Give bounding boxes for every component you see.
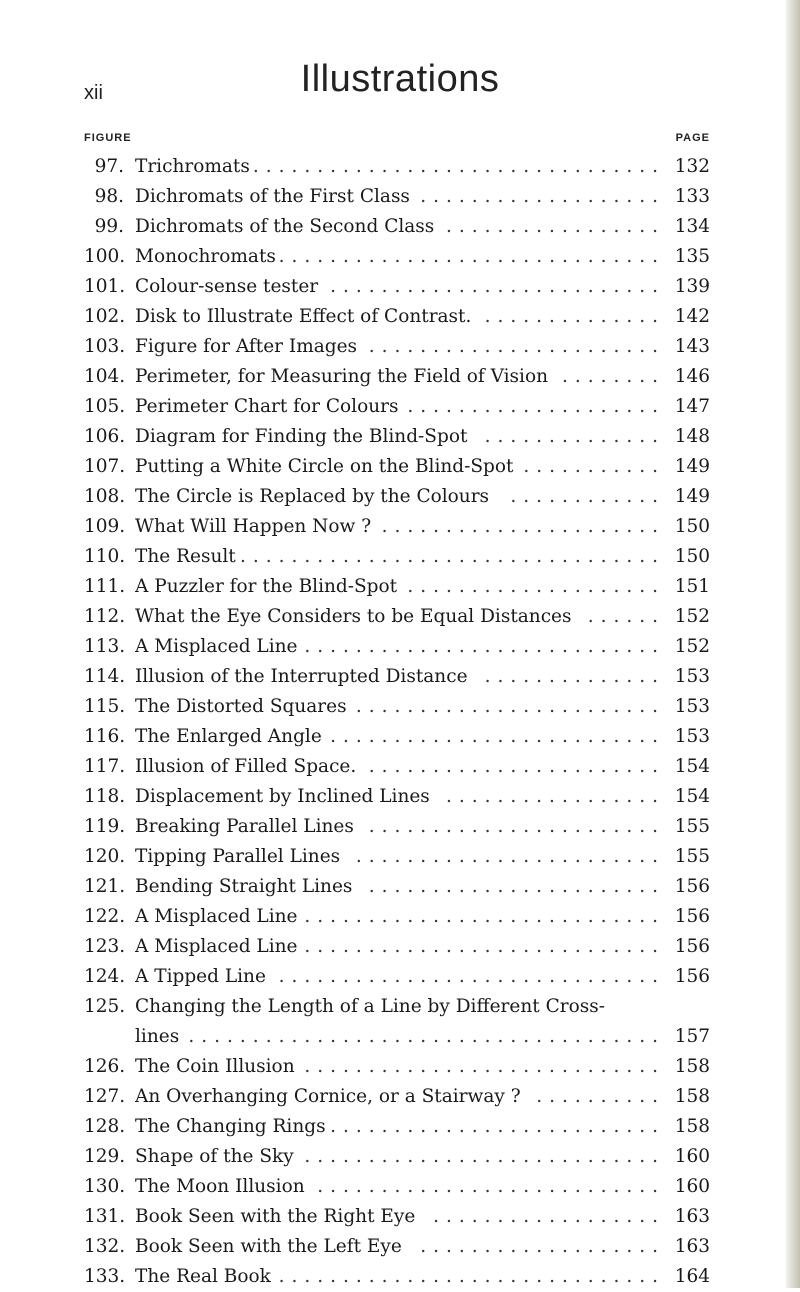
- page-reference: 164: [674, 1266, 710, 1287]
- figure-title: A Puzzler for the Blind-Spot: [135, 576, 398, 597]
- figure-number: 100.: [84, 246, 126, 267]
- list-item: [0, 1172, 800, 1202]
- figure-title: The Distorted Squares: [135, 696, 347, 717]
- dot-leader: ..................: [433, 1206, 665, 1227]
- list-item: [0, 152, 800, 182]
- figure-number: 119.: [84, 816, 126, 837]
- figure-number: 108.: [84, 486, 126, 507]
- figure-title: A Misplaced Line: [135, 906, 298, 927]
- dot-leader: ..............: [484, 666, 665, 687]
- page-reference: 160: [674, 1146, 710, 1167]
- dot-leader: .......................: [368, 336, 665, 357]
- dot-leader: .......................: [368, 816, 665, 837]
- dot-leader: .................: [446, 786, 665, 807]
- dot-leader: ..........................: [330, 276, 665, 297]
- dot-leader: ............................: [304, 1056, 665, 1077]
- page-reference: 143: [674, 336, 710, 357]
- dot-leader: ..............................: [278, 1266, 665, 1287]
- figure-title: The Real Book: [135, 1266, 271, 1287]
- figure-number: 120.: [84, 846, 126, 867]
- figure-title: Bending Straight Lines: [135, 876, 353, 897]
- figure-number: 111.: [84, 576, 126, 597]
- list-item: [0, 602, 800, 632]
- list-item: [0, 392, 800, 422]
- list-item: [0, 542, 800, 572]
- page-reference: 151: [674, 576, 710, 597]
- figure-number: 124.: [84, 966, 126, 987]
- dot-leader: ....................: [407, 396, 665, 417]
- figure-number: 130.: [84, 1176, 126, 1197]
- page-reference: 155: [674, 846, 710, 867]
- figure-title: Putting a White Circle on the Blind-Spot: [135, 456, 514, 477]
- figure-number: 107.: [84, 456, 126, 477]
- page-reference: 134: [674, 216, 710, 237]
- dot-leader: ...........: [523, 456, 665, 477]
- figure-column-heading: FIGURE: [84, 132, 132, 144]
- dot-leader: ............: [510, 486, 665, 507]
- list-item: [0, 812, 800, 842]
- running-title: Illustrations: [300, 58, 500, 100]
- list-item: [0, 842, 800, 872]
- list-item: [0, 452, 800, 482]
- dot-leader: ......................: [381, 516, 665, 537]
- page-reference: 142: [674, 306, 710, 327]
- figure-number: 129.: [84, 1146, 126, 1167]
- figure-title: Dichromats of the Second Class: [135, 216, 435, 237]
- list-item: [0, 182, 800, 212]
- page-reference: 160: [674, 1176, 710, 1197]
- column-headings: [84, 132, 710, 148]
- page-reference: 133: [674, 186, 710, 207]
- dot-leader: ............................: [304, 1146, 665, 1167]
- dot-leader: ......: [587, 606, 665, 627]
- figure-number: 106.: [84, 426, 126, 447]
- figure-title: The Coin Illusion: [135, 1056, 295, 1077]
- page-reference: 156: [674, 936, 710, 957]
- list-item: [0, 1022, 800, 1052]
- page-reference: 153: [674, 666, 710, 687]
- figure-title: Perimeter, for Measuring the Field of Vision: [135, 366, 549, 387]
- list-item: [0, 872, 800, 902]
- figure-title: Shape of the Sky: [135, 1146, 294, 1167]
- figure-title: Book Seen with the Right Eye: [135, 1206, 416, 1227]
- list-item: [0, 1202, 800, 1232]
- figure-title: Illusion of Filled Space.: [135, 756, 357, 777]
- figure-title: The Changing Rings: [135, 1116, 326, 1137]
- page-reference: 158: [674, 1116, 710, 1137]
- dot-leader: ........: [561, 366, 665, 387]
- list-item: [0, 572, 800, 602]
- page-reference: 154: [674, 786, 710, 807]
- list-item: [0, 1232, 800, 1262]
- figure-number: 117.: [84, 756, 126, 777]
- figure-number: 118.: [84, 786, 126, 807]
- figure-number: 127.: [84, 1086, 126, 1107]
- dot-leader: ...................: [420, 186, 665, 207]
- list-item: [0, 992, 800, 1022]
- dot-leader: ................................: [252, 156, 665, 177]
- figure-number: 126.: [84, 1056, 126, 1077]
- dot-leader: ........................: [355, 846, 665, 867]
- page-reference: 135: [674, 246, 710, 267]
- figure-number: 101.: [84, 276, 126, 297]
- figure-number: 116.: [84, 726, 126, 747]
- list-item: [0, 1052, 800, 1082]
- figure-title: lines: [135, 1026, 180, 1047]
- list-item: [0, 242, 800, 272]
- figure-number: 99.: [94, 216, 124, 237]
- list-item: [0, 782, 800, 812]
- page-reference: 150: [674, 516, 710, 537]
- dot-leader: ..........................: [330, 726, 665, 747]
- page-reference: 156: [674, 906, 710, 927]
- figure-number: 97.: [94, 156, 124, 177]
- page-column-heading: PAGE: [675, 132, 710, 144]
- page-reference: 156: [674, 966, 710, 987]
- dot-leader: ..............: [484, 426, 665, 447]
- figure-number: 110.: [84, 546, 126, 567]
- figure-title: Illusion of the Interrupted Distance: [135, 666, 468, 687]
- figure-number: 131.: [84, 1206, 126, 1227]
- list-item: [0, 422, 800, 452]
- dot-leader: ...........................: [317, 1176, 665, 1197]
- dot-leader: ....................: [407, 576, 665, 597]
- dot-leader: .....................................: [188, 1026, 665, 1047]
- list-item: [0, 962, 800, 992]
- list-item: [0, 1082, 800, 1112]
- list-item: [0, 332, 800, 362]
- page-header: [0, 58, 800, 108]
- figure-number: 132.: [84, 1236, 126, 1257]
- dot-leader: ..............: [484, 306, 665, 327]
- dot-leader: .......................: [368, 756, 665, 777]
- dot-leader: ...................: [420, 1236, 665, 1257]
- page-reference: 148: [674, 426, 710, 447]
- list-item: [0, 722, 800, 752]
- page-reference: 132: [674, 156, 710, 177]
- page-reference: 153: [674, 696, 710, 717]
- dot-leader: .......................: [368, 876, 665, 897]
- page-reference: 147: [674, 396, 710, 417]
- figure-number: 112.: [84, 606, 126, 627]
- list-item: [0, 902, 800, 932]
- page-reference: 146: [674, 366, 710, 387]
- figure-number: 122.: [84, 906, 126, 927]
- list-item: [0, 272, 800, 302]
- dot-leader: ..............................: [278, 966, 665, 987]
- page-reference: 149: [674, 486, 710, 507]
- list-item: [0, 692, 800, 722]
- dot-leader: ..........................: [330, 1116, 665, 1137]
- list-item: [0, 302, 800, 332]
- page-reference: 157: [674, 1026, 710, 1047]
- list-item: [0, 752, 800, 782]
- page-reference: 149: [674, 456, 710, 477]
- dot-leader: ............................: [304, 936, 665, 957]
- list-item: [0, 512, 800, 542]
- figure-title: What the Eye Considers to be Equal Distances: [135, 606, 572, 627]
- figure-title: A Misplaced Line: [135, 636, 298, 657]
- figure-title: Changing the Length of a Line by Different Cross-: [135, 996, 605, 1017]
- figure-title: Trichromats: [135, 156, 250, 177]
- figure-title: Diagram for Finding the Blind-Spot: [135, 426, 468, 447]
- figure-title: Breaking Parallel Lines: [135, 816, 354, 837]
- page-reference: 156: [674, 876, 710, 897]
- figure-title: Colour-sense tester: [135, 276, 319, 297]
- figure-number: 128.: [84, 1116, 126, 1137]
- figure-title: A Misplaced Line: [135, 936, 298, 957]
- dot-leader: .................................: [239, 546, 665, 567]
- figure-title: Perimeter Chart for Colours: [135, 396, 399, 417]
- dot-leader: .................: [446, 216, 665, 237]
- page-reference: 155: [674, 816, 710, 837]
- figure-number: 115.: [84, 696, 126, 717]
- dot-leader: ........................: [355, 696, 665, 717]
- page-reference: 152: [674, 606, 710, 627]
- figure-title: The Moon Illusion: [135, 1176, 305, 1197]
- figure-number: 105.: [84, 396, 126, 417]
- figure-number: 114.: [84, 666, 126, 687]
- dot-leader: ............................: [304, 636, 665, 657]
- page-reference: 150: [674, 546, 710, 567]
- figure-number: 133.: [84, 1266, 126, 1287]
- page-number: xii: [84, 82, 103, 104]
- page-reference: 154: [674, 756, 710, 777]
- page-reference: 163: [674, 1206, 710, 1227]
- figure-title: Dichromats of the First Class: [135, 186, 410, 207]
- figure-title: A Tipped Line: [135, 966, 266, 987]
- list-item: [0, 632, 800, 662]
- page-reference: 163: [674, 1236, 710, 1257]
- figure-number: 102.: [84, 306, 126, 327]
- figure-number: 109.: [84, 516, 126, 537]
- figure-number: 125.: [84, 996, 126, 1017]
- list-item: [0, 1142, 800, 1172]
- dot-leader: ..........: [536, 1086, 665, 1107]
- figure-title: Tipping Parallel Lines: [135, 846, 341, 867]
- figure-title: Figure for After Images: [135, 336, 358, 357]
- figure-number: 123.: [84, 936, 126, 957]
- figure-title: Book Seen with the Left Eye: [135, 1236, 402, 1257]
- page-reference: 158: [674, 1086, 710, 1107]
- page-reference: 153: [674, 726, 710, 747]
- figure-title: The Result: [135, 546, 236, 567]
- list-item: [0, 482, 800, 512]
- figure-title: Disk to Illustrate Effect of Contrast.: [135, 306, 472, 327]
- list-item: [0, 1112, 800, 1142]
- figure-number: 98.: [94, 186, 124, 207]
- figure-number: 103.: [84, 336, 126, 357]
- figure-title: The Circle is Replaced by the Colours: [135, 486, 490, 507]
- dot-leader: ............................: [304, 906, 665, 927]
- figure-title: The Enlarged Angle: [135, 726, 322, 747]
- figure-title: An Overhanging Cornice, or a Stairway ?: [135, 1086, 521, 1107]
- list-item: [0, 932, 800, 962]
- dot-leader: ..............................: [278, 246, 665, 267]
- page-reference: 139: [674, 276, 710, 297]
- figure-title: What Will Happen Now ?: [135, 516, 372, 537]
- page-reference: 158: [674, 1056, 710, 1077]
- page-reference: 152: [674, 636, 710, 657]
- list-item: [0, 662, 800, 692]
- figure-number: 113.: [84, 636, 126, 657]
- figure-title: Monochromats: [135, 246, 276, 267]
- list-item: [0, 362, 800, 392]
- figure-title: Displacement by Inclined Lines: [135, 786, 430, 807]
- list-item: [0, 212, 800, 242]
- figure-number: 104.: [84, 366, 126, 387]
- figure-number: 121.: [84, 876, 126, 897]
